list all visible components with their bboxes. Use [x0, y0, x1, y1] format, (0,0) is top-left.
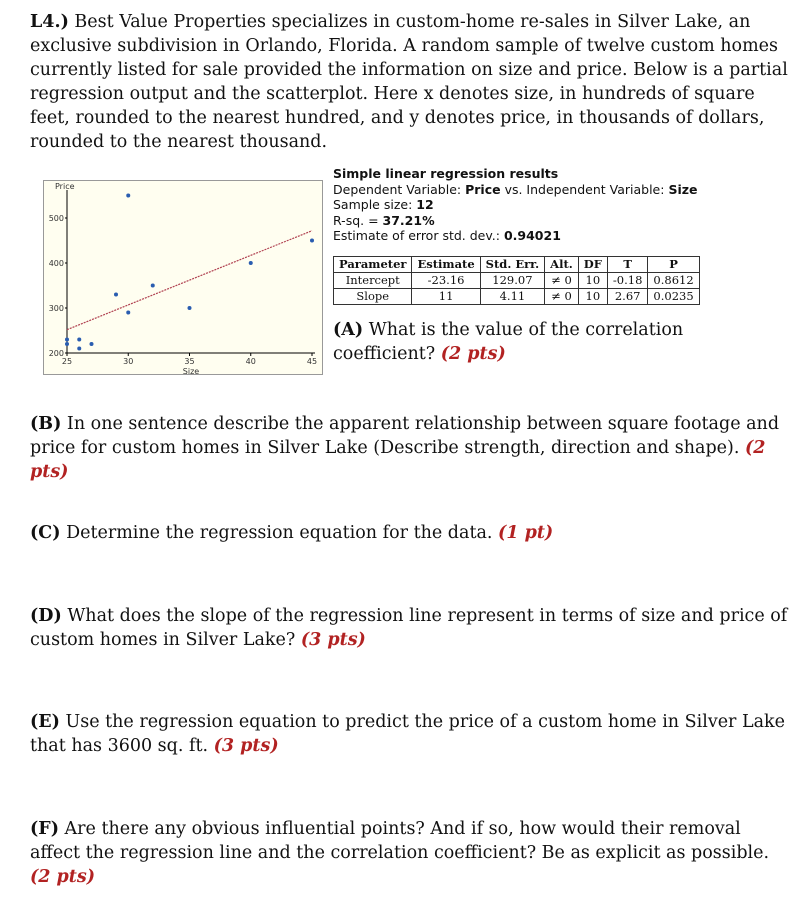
- th: T: [607, 256, 648, 272]
- cell: ≠ 0: [545, 288, 579, 304]
- q-text: In one sentence describe the apparent relationship between square footage and price for custom homes in Silver Lake (Describe strength, direction and shape).: [30, 414, 780, 458]
- q-label: (B): [30, 414, 62, 434]
- rsq-value: 37.21%: [382, 212, 435, 228]
- x-tick-label: 40: [245, 357, 256, 366]
- table-row: [334, 288, 700, 304]
- cell: 4.11: [480, 288, 545, 304]
- x-tick-label: 25: [61, 357, 73, 366]
- cell: -0.18: [607, 272, 648, 288]
- data-point: [77, 338, 81, 342]
- th: Alt.: [545, 256, 579, 272]
- cell: 2.67: [607, 288, 648, 304]
- data-point: [90, 342, 94, 346]
- variables-line: [333, 182, 700, 198]
- question-e: [30, 710, 790, 758]
- data-point: [249, 261, 253, 265]
- q-points: (1 pt): [498, 523, 554, 543]
- y-tick-label: 500: [48, 214, 64, 223]
- data-point: [65, 342, 69, 346]
- data-point: [188, 306, 192, 310]
- th: DF: [578, 256, 607, 272]
- problem-intro: [30, 10, 790, 154]
- cell: 0.0235: [648, 288, 699, 304]
- intro-text: Best Value Properties specializes in custom-home re-sales in Silver Lake, an exclusive subdivision in Orlando, Florida. A random sample of twelve custom homes currently listed for sale provided the information on size and price. Below is a partial regression output and the scatterplot. Here x denotes size, in hundreds of square feet, rounded to the nearest hundred, and y denotes price, in thousands of dollars, rounded to the nearest thousand.: [30, 12, 788, 152]
- question-c: [30, 521, 790, 545]
- data-point: [114, 293, 118, 297]
- rsq-label: R-sq. =: [333, 212, 383, 228]
- q-points: (3 pts): [300, 630, 366, 650]
- q-points: (2 pts): [30, 867, 96, 887]
- y-tick-label: 200: [48, 349, 64, 358]
- th: Parameter: [334, 256, 412, 272]
- table-row: [334, 272, 700, 288]
- q-label: (A): [333, 320, 364, 340]
- cell: 11: [412, 288, 480, 304]
- scatterplot: [43, 180, 323, 375]
- cell: 10: [578, 288, 607, 304]
- q-text: Use the regression equation to predict the price of a custom home in Silver Lake that has 3600 sq. ft.: [30, 712, 786, 756]
- parameter-table: [333, 256, 700, 305]
- dep-var: Price: [465, 181, 501, 197]
- q-points: (2 pts): [30, 438, 766, 482]
- question-d: [30, 604, 790, 652]
- sample-size: [333, 197, 700, 213]
- q-text: Are there any obvious influential points? And if so, how would their removal affect the regression line and the correlation coefficient? Be as explicit as possible.: [30, 819, 770, 863]
- y-tick-label: 300: [48, 304, 64, 313]
- x-axis-label: Size: [182, 367, 200, 375]
- data-point: [65, 338, 69, 342]
- data-point: [151, 284, 155, 288]
- cell: -23.16: [412, 272, 480, 288]
- plot-frame: [44, 181, 323, 375]
- n-value: 12: [416, 197, 434, 212]
- cell: Slope: [334, 288, 412, 304]
- problem-label: L4.): [30, 12, 69, 32]
- r-squared: [333, 213, 700, 229]
- x-tick-label: 30: [123, 357, 134, 366]
- error-sd: [333, 228, 700, 244]
- err-value: 0.94021: [503, 228, 561, 243]
- question-f: [30, 817, 790, 889]
- cell: ≠ 0: [545, 272, 579, 288]
- cell: 129.07: [480, 272, 545, 288]
- cell: 10: [578, 272, 607, 288]
- indep-label: vs. Independent Variable:: [500, 181, 669, 197]
- indep-var: Size: [668, 181, 698, 197]
- x-tick-label: 35: [184, 357, 195, 366]
- q-label: (E): [30, 712, 60, 732]
- q-text: What is the value of the correlation coefficient?: [333, 320, 684, 364]
- cell: Intercept: [334, 272, 412, 288]
- data-point: [126, 311, 130, 315]
- table-header: [334, 256, 700, 272]
- q-points: (2 pts): [440, 344, 506, 364]
- x-tick-label: 45: [306, 357, 318, 366]
- th: Std. Err.: [480, 256, 545, 272]
- q-text: What does the slope of the regression line represent in terms of size and price of custom homes in Silver Lake?: [30, 606, 788, 650]
- regression-output: [333, 166, 700, 305]
- q-label: (F): [30, 819, 59, 839]
- data-point: [77, 347, 81, 351]
- question-a: [333, 318, 733, 366]
- q-text: Determine the regression equation for the data.: [60, 523, 499, 543]
- q-label: (C): [30, 523, 61, 543]
- th: Estimate: [412, 256, 480, 272]
- n-label: Sample size:: [333, 197, 417, 212]
- err-label: Estimate of error std. dev.:: [333, 228, 504, 243]
- q-label: (D): [30, 606, 62, 626]
- q-points: (3 pts): [213, 736, 279, 756]
- question-b: [30, 412, 790, 484]
- th: P: [648, 256, 699, 272]
- dep-label: Dependent Variable:: [333, 181, 466, 197]
- y-tick-label: 400: [48, 259, 64, 268]
- data-point: [310, 239, 314, 243]
- data-point: [126, 194, 130, 198]
- y-axis-label: Price: [55, 182, 75, 191]
- cell: 0.8612: [648, 272, 699, 288]
- regression-title: Simple linear regression results: [333, 166, 559, 181]
